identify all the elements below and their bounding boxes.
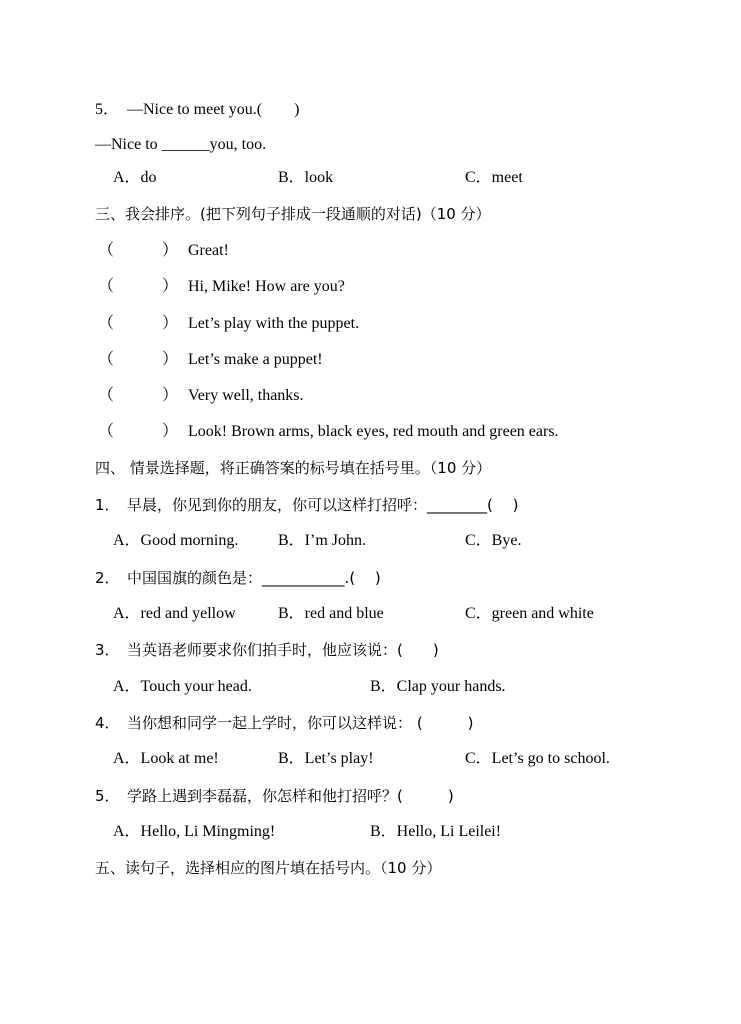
ordering-sentence: Let’s play with the puppet. [188, 315, 360, 332]
ordering-paren: （ ） [98, 423, 179, 440]
scenario-5-option-b: B．Hello, Li Leilei! [370, 823, 502, 840]
ordering-paren: （ ） [98, 242, 179, 259]
question-5-option-b: B．look [278, 169, 334, 186]
scenario-question-2: 2． 中国国旗的颜色是：___________.( ) [95, 569, 381, 587]
ordering-paren: （ ） [98, 351, 179, 368]
scenario-2-option-b: B．red and blue [278, 605, 384, 622]
ordering-sentence: Very well, thanks. [188, 387, 304, 404]
section-5-heading: 五、读句子，选择相应的图片填在括号内。（10 分） [95, 859, 442, 877]
question-5-reply: —Nice to ______you, too. [95, 136, 267, 153]
scenario-1-option-c: C．Bye. [465, 532, 522, 549]
scenario-4-option-c: C．Let’s go to school. [465, 750, 610, 767]
scenario-3-option-a: A．Touch your head. [113, 678, 252, 695]
scenario-1-option-b: B．I’m John. [278, 532, 367, 549]
scenario-4-option-a: A．Look at me! [113, 750, 219, 767]
question-5-option-a: A．do [113, 169, 157, 186]
scenario-5-option-a: A．Hello, Li Mingming! [113, 823, 276, 840]
ordering-sentence: Great! [188, 242, 229, 259]
question-5-option-c: C．meet [465, 169, 523, 186]
question-5-prompt: 5． —Nice to meet you.( ) [95, 101, 300, 118]
scenario-2-option-c: C．green and white [465, 605, 594, 622]
section-4-heading: 四、 情景选择题，将正确答案的标号填在括号里。（10 分） [95, 459, 492, 477]
scenario-1-option-a: A．Good morning. [113, 532, 239, 549]
section-3-heading: 三、我会排序。(把下列句子排成一段通顺的对话)（10 分） [95, 205, 491, 223]
scenario-question-4: 4． 当你想和同学一起上学时，你可以这样说： ( ) [95, 714, 474, 732]
scenario-question-1: 1． 早晨，你见到你的朋友，你可以这样打招呼：________( ) [95, 496, 519, 514]
ordering-sentence: Let’s make a puppet! [188, 351, 323, 368]
scenario-4-option-b: B．Let’s play! [278, 750, 374, 767]
ordering-paren: （ ） [98, 278, 179, 295]
ordering-paren: （ ） [98, 387, 179, 404]
ordering-sentence: Hi, Mike! How are you? [188, 278, 345, 295]
ordering-sentence: Look! Brown arms, black eyes, red mouth and green ears. [188, 423, 559, 440]
ordering-paren: （ ） [98, 315, 179, 332]
scenario-2-option-a: A．red and yellow [113, 605, 236, 622]
scenario-question-5: 5． 学路上遇到李磊磊，你怎样和他打招呼？( ) [95, 787, 454, 805]
scenario-question-3: 3． 当英语老师要求你们拍手时，他应该说：( ) [95, 641, 439, 659]
scenario-3-option-b: B．Clap your hands. [370, 678, 506, 695]
